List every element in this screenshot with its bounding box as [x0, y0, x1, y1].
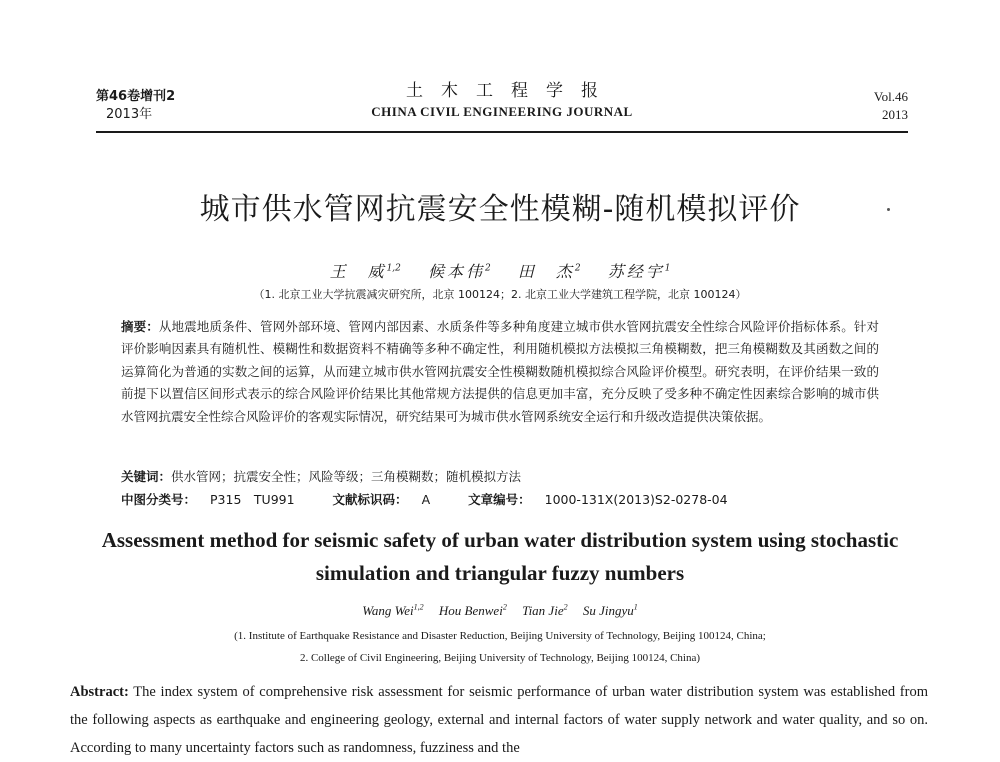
journal-name [96, 80, 908, 122]
author-en: Su Jingyu$^1$ [582, 603, 638, 619]
header-rule [96, 131, 908, 133]
journal-name-cn: 土木工程学报 [406, 81, 616, 101]
year-en: 2013 [882, 107, 908, 122]
keywords-cn [121, 466, 879, 488]
clc-label: 中图分类号： [121, 492, 197, 507]
abstract-label-cn: 摘要： [121, 319, 159, 334]
volume-info-en [874, 88, 908, 124]
author-en: Hou Benwei$^2$ [438, 603, 507, 619]
abstract-en [70, 678, 928, 762]
paper-title-cn: 城市供水管网抗震安全性模糊-随机模拟评价 [199, 192, 801, 227]
document-code-label: 文献标识码： [332, 492, 408, 507]
abstract-label-en: Abstract: [70, 684, 129, 700]
abstract-text-cn: 从地震地质条件、管网外部环境、管网内部因素、水质条件等多种角度建立城市供水管网抗震安全性综合风险评价指标体系。针对评价影响因素具有随机性、模糊性和数据资料不精确等多种不确定性，利用随机模拟方法模拟三角模糊数，把三角模糊数及其函数之间的运算简化为普通的实数之间的运算，从而建立城市供水管网抗震安全性模糊数随机模拟综合风险评价模型。研究表明，在评价结果一致的前提下以置信区间形式表示的综合风险评价结果比其他常规方法提供的信息更加丰富，充分反映了受多种不确定性因素综合影响的城市供水管网抗震安全性综合风险评价的客观实际情况，研究结果可为城市供水管网系统安全运行和升级改造提供决策依据。 [121, 319, 879, 424]
scan-speck [887, 208, 890, 211]
abstract-text-en: The index system of comprehensive risk assessment for seismic performance of urban water distribution system was established from the following aspects as earthquake and engineering geology, external and internal factors of water supply network and water quality, and so on. According to many uncertainty factors such as randomness, fuzziness and the [70, 684, 928, 756]
document-code-value: A [421, 492, 431, 507]
keywords-text-cn: 供水管网；抗震安全性；风险等级；三角模糊数；随机模拟方法 [171, 469, 522, 484]
author-cn: 田 杰$^2$ [517, 262, 581, 282]
volume-cn: 第46卷增刊2 [96, 89, 176, 104]
author-list-en [0, 599, 1000, 620]
author-cn: 候本伟$^2$ [428, 262, 491, 282]
affiliation-en-line2: 2. College of Civil Engineering, Beijing University of Technology, Beijing 100124, China) [299, 652, 701, 664]
classification-line [121, 489, 879, 511]
year-cn: 2013年 [106, 107, 153, 122]
journal-name-en: CHINA CIVIL ENGINEERING JOURNAL [371, 104, 633, 119]
author-list-cn [0, 256, 1000, 285]
article-number-label: 文章编号： [468, 492, 531, 507]
clc-value: P315 TU991 [210, 492, 295, 507]
abstract-cn [121, 316, 879, 428]
keywords-label-cn: 关键词： [121, 469, 172, 484]
journal-header [96, 80, 908, 132]
affiliation-cn: （1. 北京工业大学抗震减灾研究所，北京 100124；2. 北京工业大学建筑工程学院，北京 100124） [253, 288, 747, 301]
paper-title-en: Assessment method for seismic safety of urban water distribution system using stochastic simulation and triangular fuzzy numbers [101, 528, 899, 585]
author-cn: 王 威$^{1,2}$ [329, 262, 401, 282]
affiliation-en [0, 625, 1000, 669]
author-en: Wang Wei$^{1,2}$ [362, 603, 424, 619]
affiliation-en-line1: (1. Institute of Earthquake Resistance and Disaster Reduction, Beijing University of Technology, Beijing 100124, China; [234, 630, 766, 642]
author-en: Tian Jie$^2$ [522, 603, 568, 619]
volume-en: Vol.46 [873, 89, 908, 104]
article-number-value: 1000-131X(2013)S2-0278-04 [544, 492, 728, 507]
author-cn: 苏经宇$^1$ [607, 262, 671, 282]
